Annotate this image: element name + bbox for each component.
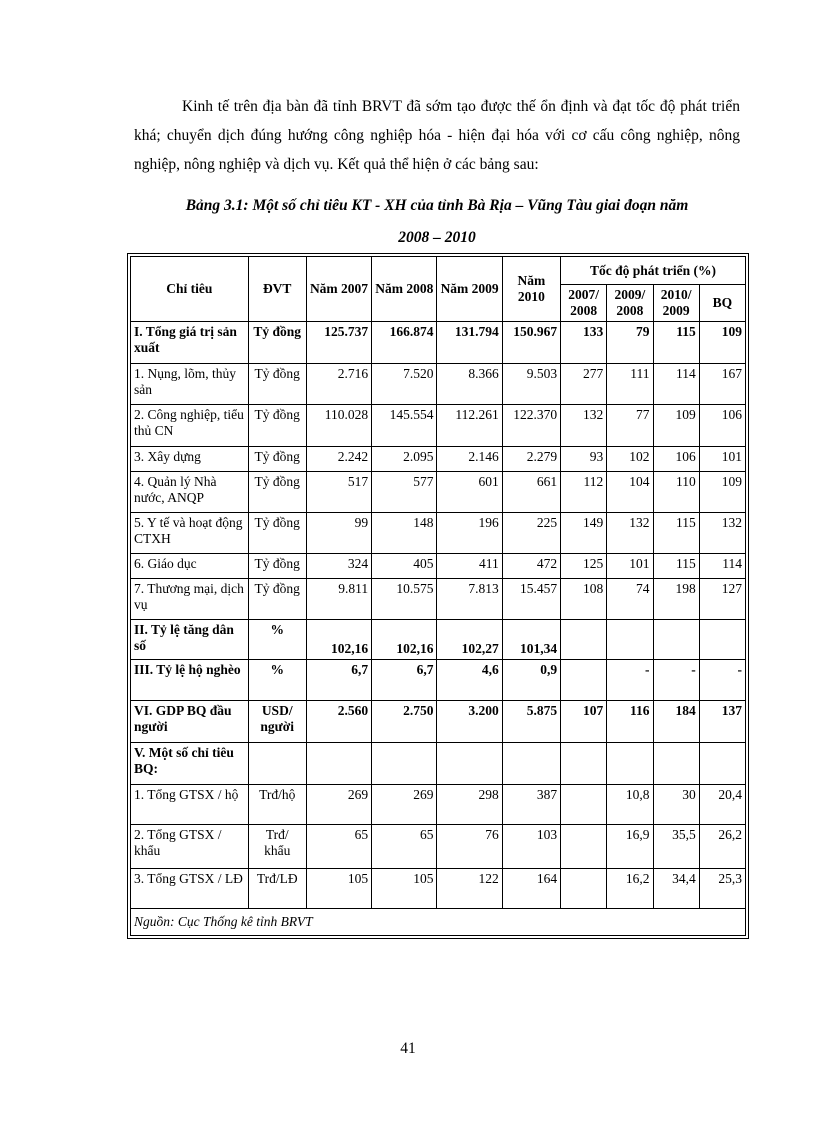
value-2009: 8.366	[437, 364, 502, 405]
growth-2009-2008	[607, 743, 653, 785]
row-unit: Tỷ đồng	[248, 364, 306, 405]
value-2009: 601	[437, 472, 502, 513]
value-2010: 387	[502, 785, 560, 825]
growth-2007-2008: 277	[561, 364, 607, 405]
growth-bq: 109	[699, 472, 745, 513]
table-frame	[127, 253, 749, 939]
growth-2010-2009: 114	[653, 364, 699, 405]
value-2009: 2.146	[437, 447, 502, 472]
growth-2007-2008: 125	[561, 554, 607, 579]
growth-2009-2008: 16,2	[607, 869, 653, 909]
value-2010: 225	[502, 513, 560, 554]
growth-2007-2008: 108	[561, 579, 607, 620]
value-2007: 65	[306, 825, 371, 869]
growth-2010-2009: 115	[653, 322, 699, 364]
value-2007: 99	[306, 513, 371, 554]
value-2008: 102,16	[372, 620, 437, 660]
value-2007: 6,7	[306, 660, 371, 701]
value-2010: 472	[502, 554, 560, 579]
value-2009: 3.200	[437, 701, 502, 743]
table-row	[131, 405, 746, 447]
value-2008: 2.750	[372, 701, 437, 743]
growth-2009-2008: 16,9	[607, 825, 653, 869]
header-growth-2009-2008: 2009/ 2008	[607, 285, 653, 322]
caption-line-1: Bảng 3.1: Một số chỉ tiêu KT - XH của tỉnh Bà Rịa – Vũng Tàu giai đoạn năm	[185, 197, 689, 214]
table-row	[131, 701, 746, 743]
growth-2010-2009: 35,5	[653, 825, 699, 869]
value-2010: 150.967	[502, 322, 560, 364]
row-label: 7. Thương mại, dịch vụ	[131, 579, 249, 620]
growth-2010-2009: 106	[653, 447, 699, 472]
value-2008: 7.520	[372, 364, 437, 405]
value-2008: 148	[372, 513, 437, 554]
growth-2009-2008: 102	[607, 447, 653, 472]
value-2009: 102,27	[437, 620, 502, 660]
growth-2010-2009: 184	[653, 701, 699, 743]
row-unit: Tỷ đồng	[248, 579, 306, 620]
growth-2009-2008: 79	[607, 322, 653, 364]
growth-2007-2008: 132	[561, 405, 607, 447]
row-unit: Trđ/hộ	[248, 785, 306, 825]
growth-2009-2008: 10,8	[607, 785, 653, 825]
table-caption	[134, 190, 740, 254]
row-unit: Tỷ đồng	[248, 513, 306, 554]
growth-2010-2009: 30	[653, 785, 699, 825]
value-2008: 405	[372, 554, 437, 579]
growth-2010-2009: 109	[653, 405, 699, 447]
page-number: 41	[400, 1040, 416, 1057]
value-2009: 122	[437, 869, 502, 909]
value-2008: 145.554	[372, 405, 437, 447]
growth-2007-2008	[561, 620, 607, 660]
value-2009: 7.813	[437, 579, 502, 620]
header-growth-bq: BQ	[699, 285, 745, 322]
growth-2010-2009: 34,4	[653, 869, 699, 909]
row-unit: Tỷ đồng	[248, 472, 306, 513]
caption-line-2: 2008 – 2010	[398, 229, 476, 246]
value-2007: 102,16	[306, 620, 371, 660]
row-label: II. Tỷ lệ tăng dân số	[131, 620, 249, 660]
value-2007: 269	[306, 785, 371, 825]
value-2007: 2.242	[306, 447, 371, 472]
row-unit: Tỷ đồng	[248, 322, 306, 364]
row-unit: %	[248, 660, 306, 701]
row-unit: Tỷ đồng	[248, 405, 306, 447]
table-row	[131, 660, 746, 701]
value-2010: 0,9	[502, 660, 560, 701]
table-row	[131, 554, 746, 579]
header-growth-2007-2008: 2007/ 2008	[561, 285, 607, 322]
value-2007: 9.811	[306, 579, 371, 620]
growth-bq	[699, 743, 745, 785]
table-row	[131, 322, 746, 364]
table-row	[131, 472, 746, 513]
value-2010	[502, 743, 560, 785]
row-label: 2. Tổng GTSX / khẩu	[131, 825, 249, 869]
value-2010: 5.875	[502, 701, 560, 743]
header-chi-tieu: Chỉ tiêu	[131, 257, 249, 322]
row-label: VI. GDP BQ đầu người	[131, 701, 249, 743]
growth-2007-2008: 149	[561, 513, 607, 554]
growth-2007-2008: 133	[561, 322, 607, 364]
value-2010: 15.457	[502, 579, 560, 620]
table-row	[131, 743, 746, 785]
value-2010: 101,34	[502, 620, 560, 660]
growth-2010-2009	[653, 743, 699, 785]
growth-2007-2008: 112	[561, 472, 607, 513]
table-row	[131, 513, 746, 554]
growth-2009-2008: 104	[607, 472, 653, 513]
growth-2007-2008: 107	[561, 701, 607, 743]
growth-2009-2008	[607, 620, 653, 660]
growth-2009-2008: 101	[607, 554, 653, 579]
header-dvt: ĐVT	[248, 257, 306, 322]
value-2007: 105	[306, 869, 371, 909]
growth-bq: 132	[699, 513, 745, 554]
growth-2007-2008: 93	[561, 447, 607, 472]
row-label: 6. Giáo dục	[131, 554, 249, 579]
growth-bq: 137	[699, 701, 745, 743]
row-label: 1. Tổng GTSX / hộ	[131, 785, 249, 825]
growth-2010-2009: 115	[653, 513, 699, 554]
growth-2009-2008: -	[607, 660, 653, 701]
value-2007: 125.737	[306, 322, 371, 364]
row-unit: Trđ/ khẩu	[248, 825, 306, 869]
growth-bq: 25,3	[699, 869, 745, 909]
growth-2009-2008: 111	[607, 364, 653, 405]
value-2007: 517	[306, 472, 371, 513]
row-unit: Tỷ đồng	[248, 554, 306, 579]
header-growth-2010-2009: 2010/ 2009	[653, 285, 699, 322]
row-label: 3. Xây dựng	[131, 447, 249, 472]
row-unit	[248, 743, 306, 785]
value-2010: 122.370	[502, 405, 560, 447]
value-2008	[372, 743, 437, 785]
value-2007: 324	[306, 554, 371, 579]
growth-2007-2008	[561, 785, 607, 825]
header-2009: Năm 2009	[437, 257, 502, 322]
value-2009: 4,6	[437, 660, 502, 701]
value-2009: 196	[437, 513, 502, 554]
value-2007: 2.716	[306, 364, 371, 405]
growth-2010-2009: 110	[653, 472, 699, 513]
growth-bq: 101	[699, 447, 745, 472]
table-row	[131, 364, 746, 405]
value-2009: 131.794	[437, 322, 502, 364]
growth-2007-2008	[561, 660, 607, 701]
row-label: III. Tỷ lệ hộ nghèo	[131, 660, 249, 701]
growth-bq	[699, 620, 745, 660]
row-unit: USD/ người	[248, 701, 306, 743]
growth-bq: 26,2	[699, 825, 745, 869]
value-2008: 577	[372, 472, 437, 513]
value-2008: 269	[372, 785, 437, 825]
header-2007: Năm 2007	[306, 257, 371, 322]
row-label: V. Một số chỉ tiêu BQ:	[131, 743, 249, 785]
growth-2010-2009: -	[653, 660, 699, 701]
row-label: 3. Tổng GTSX / LĐ	[131, 869, 249, 909]
value-2010: 164	[502, 869, 560, 909]
row-label: 5. Y tế và hoạt động CTXH	[131, 513, 249, 554]
value-2009: 76	[437, 825, 502, 869]
value-2008: 105	[372, 869, 437, 909]
intro-text: Kinh tế trên địa bàn đã tỉnh BRVT đã sớm tạo được thế ổn định và đạt tốc độ phát triển khá; chuyển dịch đúng hướng công nghiệp hóa - hiện đại hóa với cơ cấu công nghiệp, nông nghiệp, nông nghiệp và dịch vụ. Kết quả thể hiện ở các bảng sau:	[134, 98, 740, 173]
value-2007: 110.028	[306, 405, 371, 447]
value-2008: 6,7	[372, 660, 437, 701]
growth-bq: -	[699, 660, 745, 701]
value-2010: 661	[502, 472, 560, 513]
value-2007: 2.560	[306, 701, 371, 743]
growth-2009-2008: 116	[607, 701, 653, 743]
table-row	[131, 869, 746, 909]
row-label: 1. Nụng, lõm, thủy sản	[131, 364, 249, 405]
value-2009: 411	[437, 554, 502, 579]
growth-2009-2008: 77	[607, 405, 653, 447]
value-2009: 112.261	[437, 405, 502, 447]
growth-bq: 167	[699, 364, 745, 405]
table-row	[131, 620, 746, 660]
row-label: 2. Công nghiệp, tiểu thủ CN	[131, 405, 249, 447]
growth-bq: 109	[699, 322, 745, 364]
table-row	[131, 825, 746, 869]
row-label: 4. Quản lý Nhà nước, ANQP	[131, 472, 249, 513]
growth-2010-2009	[653, 620, 699, 660]
growth-2007-2008	[561, 743, 607, 785]
table-row	[131, 785, 746, 825]
row-label: I. Tổng giá trị sản xuất	[131, 322, 249, 364]
value-2010: 2.279	[502, 447, 560, 472]
growth-2010-2009: 115	[653, 554, 699, 579]
growth-2009-2008: 74	[607, 579, 653, 620]
row-unit: Tỷ đồng	[248, 447, 306, 472]
value-2009	[437, 743, 502, 785]
value-2008: 65	[372, 825, 437, 869]
table-source: Nguồn: Cục Thống kê tỉnh BRVT	[131, 909, 746, 936]
header-2010: Năm 2010	[502, 257, 560, 322]
value-2008: 2.095	[372, 447, 437, 472]
row-unit: Trđ/LĐ	[248, 869, 306, 909]
value-2009: 298	[437, 785, 502, 825]
table-row	[131, 447, 746, 472]
growth-bq: 127	[699, 579, 745, 620]
header-2008: Năm 2008	[372, 257, 437, 322]
growth-bq: 114	[699, 554, 745, 579]
header-growth: Tốc độ phát triển (%)	[561, 257, 746, 285]
table-row	[131, 579, 746, 620]
intro-paragraph	[134, 92, 740, 179]
growth-bq: 106	[699, 405, 745, 447]
value-2007	[306, 743, 371, 785]
growth-bq: 20,4	[699, 785, 745, 825]
value-2008: 10.575	[372, 579, 437, 620]
value-2010: 103	[502, 825, 560, 869]
growth-2009-2008: 132	[607, 513, 653, 554]
indicator-table	[130, 256, 746, 936]
growth-2010-2009: 198	[653, 579, 699, 620]
value-2010: 9.503	[502, 364, 560, 405]
growth-2007-2008	[561, 825, 607, 869]
row-unit: %	[248, 620, 306, 660]
growth-2007-2008	[561, 869, 607, 909]
value-2008: 166.874	[372, 322, 437, 364]
